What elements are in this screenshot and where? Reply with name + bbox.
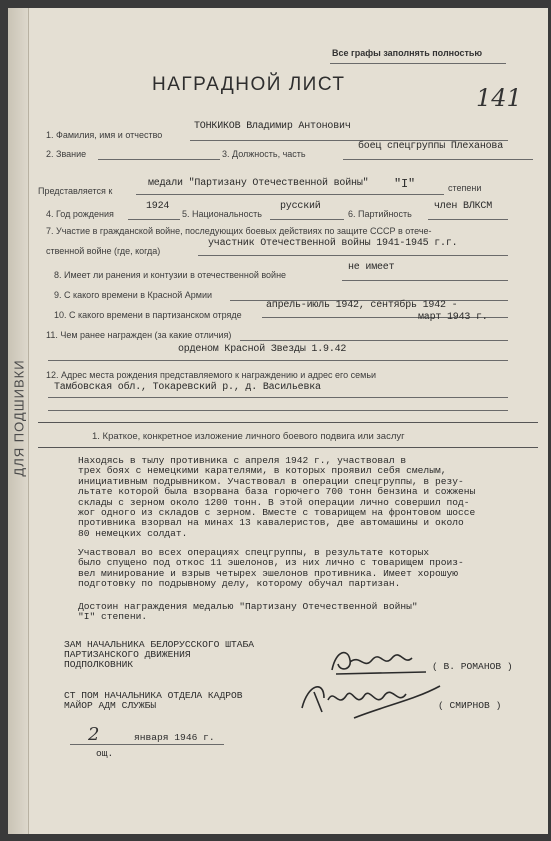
document-abbreviation: ощ.: [96, 748, 114, 759]
field-12-label: 12. Адрес места рождения представляемого к награждению и адрес его семьи: [46, 370, 377, 380]
binding-label: [12, 348, 26, 488]
fill-instruction: Все графы заполнять полностью: [332, 48, 483, 58]
field-7-label-2: ственной войне (где, когда): [46, 246, 161, 256]
degree-value: "I": [394, 177, 416, 191]
field-5-value: русский: [280, 201, 321, 212]
signatory-2-title: СТ ПОМ НАЧАЛЬНИКА ОТДЕЛА КАДРОВ МАЙОР АДМ СЛУЖБЫ: [64, 690, 243, 711]
field-11-value: орденом Красной Звезды 1.9.42: [178, 344, 347, 355]
binding-label-text: ДЛЯ ПОДШИВКИ: [11, 359, 27, 477]
signatory-1-title: ЗАМ НАЧАЛЬНИКА БЕЛОРУССКОГО ШТАБА ПАРТИЗАНСКОГО ДВИЖЕНИЯ ПОДПОЛКОВНИК: [64, 639, 254, 670]
presented-value: медали "Партизану Отечественной войны": [148, 178, 369, 189]
signatory-2-name: ( СМИРНОВ ): [438, 700, 502, 711]
narrative-line: противника взорвал на минах 13 кавалеристов, две автомашины и около: [78, 518, 464, 529]
field-4-value: 1924: [146, 201, 170, 212]
field-1-value: ТОНКИКОВ Владимир Антонович: [194, 121, 351, 132]
narrative-line: вел минирование и взрыв четырех эшелонов противника. Имеет хорошую: [78, 568, 458, 579]
field-7-label-1: 7. Участие в гражданской войне, последующих боевых действиях по защите СССР в отече-: [46, 226, 432, 236]
signature-2: [294, 678, 444, 722]
award-sheet: [8, 8, 548, 834]
narrative-line: подготовку по подрывному делу, которому обучал партизан.: [78, 579, 401, 590]
field-2-label: 2. Звание: [46, 149, 87, 159]
field-10-label: 10. С какого времени в партизанском отряде: [54, 310, 242, 320]
date-day: 2: [88, 724, 100, 745]
section-1-heading: 1. Краткое, конкретное изложение личного боевого подвига или заслуг: [92, 431, 405, 442]
presented-label: Представляется к: [38, 186, 113, 196]
binding-margin: [8, 8, 29, 834]
date-month-year: января 1946 г.: [134, 732, 215, 743]
sheet-number: 141: [476, 84, 522, 112]
field-3-label: 3. Должность, часть: [222, 149, 306, 159]
narrative-line: инициативным подрывником. Участвовал в операции спецгруппы, в резу-: [78, 476, 464, 487]
signature-1: [326, 644, 436, 680]
field-12-value: Тамбовская обл., Токаревский р., д. Васильевка: [54, 382, 321, 393]
signatory-1-name: ( В. РОМАНОВ ): [432, 661, 513, 672]
page-title: НАГРАДНОЙ ЛИСТ: [152, 74, 346, 95]
conclusion-line: Достоин награждения медалью "Партизану Отечественной войны": [78, 602, 418, 612]
narrative-line: льтате которой была взорвана база горючего 700 тонн бензина и сожжены: [78, 487, 476, 498]
narrative-line: было спущено под откос 11 эшелонов, из них лично с товарищем произ-: [78, 558, 464, 569]
field-6-value: член ВЛКСМ: [434, 201, 493, 212]
field-11-label: 11. Чем ранее награжден (за какие отличия): [46, 330, 232, 340]
narrative-line: жог одного из складов с зерном. Вместе с товарищем на фронтовом шоссе: [78, 508, 476, 519]
field-9-label: 9. С какого времени в Красной Армии: [54, 290, 213, 300]
field-3-value: боец спецгруппы Плеханова: [358, 141, 504, 152]
narrative-paragraph-2: [78, 548, 518, 590]
field-8-value: не имеет: [348, 262, 395, 273]
conclusion-line: "I" степени.: [78, 612, 148, 623]
field-6-label: 6. Партийность: [348, 209, 412, 219]
narrative-line: Участвовал во всех операциях спецгруппы, в результате которых: [78, 548, 430, 558]
degree-label: степени: [448, 183, 482, 193]
field-8-label: 8. Имеет ли ранения и контузии в отечественной войне: [54, 270, 287, 280]
narrative-line: Находясь в тылу противника с апреля 1942 г., участвовал в: [78, 456, 407, 466]
field-7-value: участник Отечественной войны 1941-1945 г.г.: [208, 238, 458, 249]
field-4-label: 4. Год рождения: [46, 209, 114, 219]
field-5-label: 5. Национальность: [182, 209, 262, 219]
conclusion: [78, 602, 518, 623]
narrative-line: склады с зерном около 1200 тонн. В этой операции лично совершил под-: [78, 497, 470, 508]
narrative-line: 80 немецких солдат.: [78, 528, 188, 539]
narrative-line: трех боях с немецкими карателями, в которых проявил себя смелым,: [78, 466, 447, 477]
field-1-label: 1. Фамилия, имя и отчество: [46, 130, 163, 140]
field-10-value-1: апрель-июль 1942, сентябрь 1942 -: [266, 300, 458, 311]
narrative-paragraph-1: [78, 456, 518, 539]
field-10-value-2: март 1943 г.: [418, 312, 488, 323]
